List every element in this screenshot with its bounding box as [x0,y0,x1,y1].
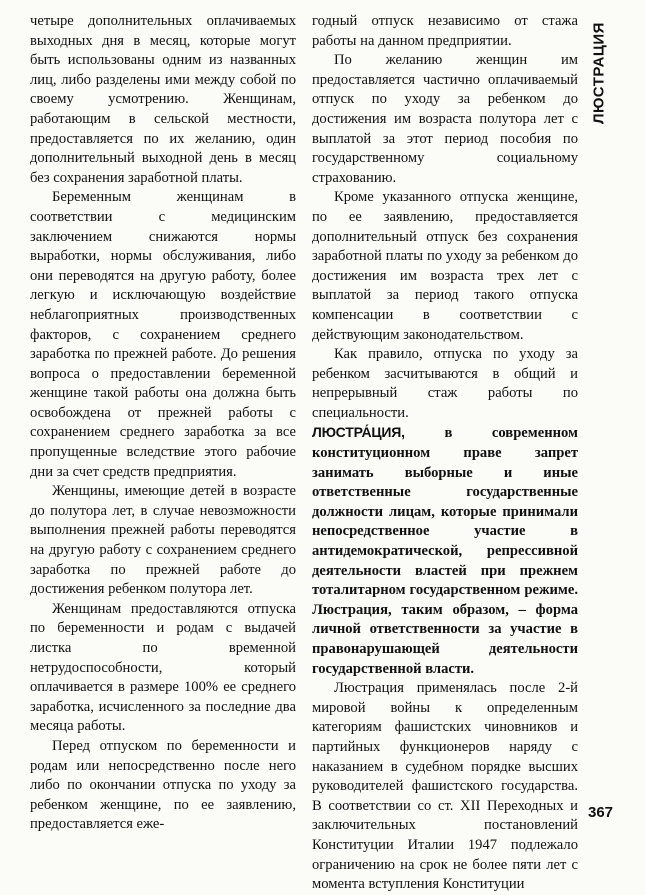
left-column [30,12,296,835]
paragraph: Женщины, имеющие детей в возрасте до полутора лет, в случае невозможности выполнения прежней работы переводятся на другую работу с сохранением среднего заработка по прежней работе до достижения ребенком полутора лет. [30,483,296,598]
paragraph: Женщинам предоставляются отпуска по беременности и родам с выдачей листка по временной нетрудоспособности, который оплачивается в размере 100% ее среднего заработка, исчисленного за последние два месяца работы. [30,600,296,735]
paragraph: Как правило, отпуска по уходу за ребенком засчитываются в общий и непрерывный стаж работы по специальности. [312,346,578,421]
entry-headword: ЛЮСТРА́ЦИЯ, [312,424,405,441]
running-head: ЛЮСТРАЦИЯ [590,22,608,124]
paragraph: Кроме указанного отпуска женщине, по ее заявлению, предоставляется дополнительный отпуск без сохранения заработной платы по уходу за ребенком до достижения им возраста трех лет с выплатой за период такого отпуска компенсации в соответствии с действующим законодательством. [312,189,578,343]
dictionary-entry [312,423,578,679]
entry-definition: в современном конституционном праве запрет занимать выборные и иные ответственные государственные должности лицам, которые принимали непосредственное участие в антидемократической, репрессивной деятельности властей при прежнем тоталитарном государственном режиме. Люстрация, таким образом, – форма личной ответственности за участие в правонарушающей деятельности государственной власти. [312,425,578,677]
paragraph: годный отпуск независимо от стажа работы на данном предприятии. [312,13,578,49]
right-column [312,12,578,895]
paragraph: По желанию женщин им предоставляется частично оплачиваемый отпуск по уходу за ребенком до достижения им возраста полутора лет с выплатой за этот период пособия по государственному социальному страхованию. [312,52,578,186]
page-number: 367 [588,804,614,821]
paragraph: Перед отпуском по беременности и родам или непосредственно после него либо по окончании отпуска по уходу за ребенком женщине, по ее заявлению, предоставляется еже- [30,737,296,833]
paragraph: четыре дополнительных оплачиваемых выходных дня в месяц, которые могут быть использованы одним из названных лиц, либо разделены ими между собой по своему усмотрению. Женщинам, работающим в сельской местности, предоставляется по их желанию, один дополнительный выходной день в месяц без сохранения заработной платы. [30,13,296,186]
paragraph: Люстрация применялась после 2-й мировой войны к определенным категориям фашистских чиновников и партийных функционеров наряду с наказанием в судебном порядке высших руководителей фашистского государства. В соответствии со ст. XII Переходных и заключительных постановлений Конституции Италии 1947 подлежало ограничению на срок не более пяти лет с момента вступления Конституции [312,680,578,893]
paragraph: Беременным женщинам в соответствии с медицинским заключением снижаются нормы выработки, нормы обслуживания, либо они переводятся на другую работу, более легкую и исключающую воздействие неблагоприятных производственных факторов, с сохранением среднего заработка по прежней работе. До решения вопроса о предоставлении беременной женщине такой работы она должна быть освобождена от прежней работы с сохранением среднего заработка за все пропущенные вследствие этого рабочие дни за счет средств предприятия. [30,189,296,480]
